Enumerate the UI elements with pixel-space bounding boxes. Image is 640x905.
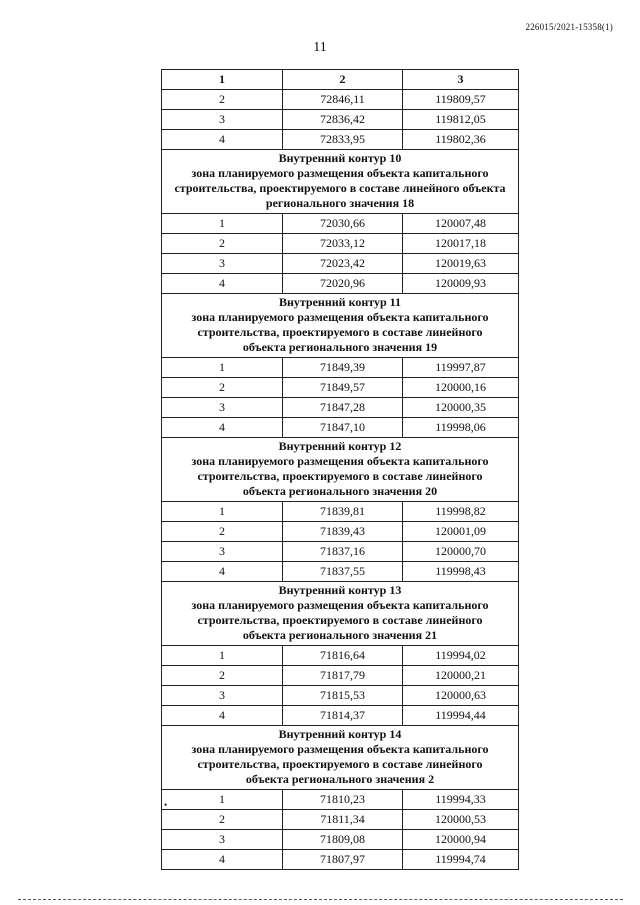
section-title <box>162 150 519 214</box>
contour-title: Внутренний контур 10 <box>278 151 402 165</box>
x-coordinate-cell: 71839,43 <box>283 522 403 542</box>
point-number-cell: 1 <box>162 646 283 666</box>
y-coordinate-cell: 119812,05 <box>403 110 519 130</box>
table-row <box>162 562 519 582</box>
y-coordinate-cell: 119994,74 <box>403 850 519 870</box>
table-row <box>162 686 519 706</box>
y-coordinate-cell: 119809,57 <box>403 90 519 110</box>
table-header-row <box>162 70 519 90</box>
zone-description-line: строительства, проектируемого в составе линейного объекта <box>174 181 506 195</box>
table-row <box>162 418 519 438</box>
section-title <box>162 582 519 646</box>
point-number-cell: 4 <box>162 274 283 294</box>
table-row <box>162 358 519 378</box>
y-coordinate-cell: 120000,94 <box>403 830 519 850</box>
zone-description-line: зона планируемого размещения объекта капитального <box>191 166 489 180</box>
point-number-cell: 2 <box>162 234 283 254</box>
zone-description-line: регионального значения 18 <box>265 196 415 210</box>
zone-description-line: объекта регионального значения 2 <box>245 772 435 786</box>
x-coordinate-cell: 72846,11 <box>283 90 403 110</box>
table-row <box>162 790 519 810</box>
zone-description-line: строительства, проектируемого в составе линейного <box>197 613 483 627</box>
x-coordinate-cell: 71811,34 <box>283 810 403 830</box>
y-coordinate-cell: 119994,33 <box>403 790 519 810</box>
table-row <box>162 666 519 686</box>
zone-description-line: объекта регионального значения 20 <box>242 484 438 498</box>
table-row <box>162 706 519 726</box>
zone-description-line: объекта регионального значения 21 <box>242 628 438 642</box>
x-coordinate-cell: 71839,81 <box>283 502 403 522</box>
y-coordinate-cell: 120017,18 <box>403 234 519 254</box>
point-number-cell: 2 <box>162 90 283 110</box>
table-row <box>162 254 519 274</box>
x-coordinate-cell: 71847,28 <box>283 398 403 418</box>
margin-bullet-mark: • <box>164 800 168 810</box>
table-row <box>162 502 519 522</box>
point-number-cell: 2 <box>162 810 283 830</box>
y-coordinate-cell: 119994,44 <box>403 706 519 726</box>
y-coordinate-cell: 119994,02 <box>403 646 519 666</box>
y-coordinate-cell: 120000,21 <box>403 666 519 686</box>
y-coordinate-cell: 120000,35 <box>403 398 519 418</box>
x-coordinate-cell: 72020,96 <box>283 274 403 294</box>
zone-description-line: зона планируемого размещения объекта капитального <box>191 598 489 612</box>
point-number-cell: 3 <box>162 830 283 850</box>
x-coordinate-cell: 72836,42 <box>283 110 403 130</box>
x-coordinate-cell: 72023,42 <box>283 254 403 274</box>
section-header-row <box>162 438 519 502</box>
y-coordinate-cell: 120000,16 <box>403 378 519 398</box>
point-number-cell: 1 <box>162 790 283 810</box>
contour-title: Внутренний контур 13 <box>278 583 402 597</box>
y-coordinate-cell: 120000,63 <box>403 686 519 706</box>
y-coordinate-cell: 120009,93 <box>403 274 519 294</box>
y-coordinate-cell: 120000,70 <box>403 542 519 562</box>
section-title <box>162 294 519 358</box>
y-coordinate-cell: 119997,87 <box>403 358 519 378</box>
table-row <box>162 234 519 254</box>
x-coordinate-cell: 72833,95 <box>283 130 403 150</box>
table-row <box>162 646 519 666</box>
point-number-cell: 2 <box>162 522 283 542</box>
column-header-x: 2 <box>283 70 403 90</box>
table-row <box>162 810 519 830</box>
table-row <box>162 110 519 130</box>
table-row <box>162 542 519 562</box>
x-coordinate-cell: 71809,08 <box>283 830 403 850</box>
y-coordinate-cell: 120007,48 <box>403 214 519 234</box>
column-header-y: 3 <box>403 70 519 90</box>
contour-title: Внутренний контур 11 <box>278 295 402 309</box>
y-coordinate-cell: 120000,53 <box>403 810 519 830</box>
section-title <box>162 726 519 790</box>
column-header-point: 1 <box>162 70 283 90</box>
zone-description-line: строительства, проектируемого в составе линейного <box>197 325 483 339</box>
x-coordinate-cell: 71814,37 <box>283 706 403 726</box>
y-coordinate-cell: 119998,06 <box>403 418 519 438</box>
x-coordinate-cell: 71810,23 <box>283 790 403 810</box>
table-row <box>162 90 519 110</box>
x-coordinate-cell: 71816,64 <box>283 646 403 666</box>
page-bottom-rule <box>18 899 623 900</box>
section-header-row <box>162 726 519 790</box>
x-coordinate-cell: 71849,39 <box>283 358 403 378</box>
point-number-cell: 3 <box>162 398 283 418</box>
point-number-cell: 3 <box>162 110 283 130</box>
zone-description-line: зона планируемого размещения объекта капитального <box>191 310 489 324</box>
zone-description-line: строительства, проектируемого в составе линейного <box>197 469 483 483</box>
point-number-cell: 3 <box>162 542 283 562</box>
x-coordinate-cell: 71817,79 <box>283 666 403 686</box>
table-body <box>162 90 519 870</box>
table-row <box>162 130 519 150</box>
table-row <box>162 830 519 850</box>
section-header-row <box>162 150 519 214</box>
zone-description-line: строительства, проектируемого в составе линейного <box>197 757 483 771</box>
x-coordinate-cell: 71815,53 <box>283 686 403 706</box>
x-coordinate-cell: 71807,97 <box>283 850 403 870</box>
point-number-cell: 3 <box>162 686 283 706</box>
point-number-cell: 4 <box>162 706 283 726</box>
zone-description-line: зона планируемого размещения объекта капитального <box>191 454 489 468</box>
point-number-cell: 1 <box>162 358 283 378</box>
x-coordinate-cell: 71837,16 <box>283 542 403 562</box>
point-number-cell: 4 <box>162 130 283 150</box>
contour-title: Внутренний контур 12 <box>278 439 402 453</box>
y-coordinate-cell: 120001,09 <box>403 522 519 542</box>
point-number-cell: 1 <box>162 502 283 522</box>
section-header-row <box>162 582 519 646</box>
table-row <box>162 378 519 398</box>
x-coordinate-cell: 72030,66 <box>283 214 403 234</box>
x-coordinate-cell: 71837,55 <box>283 562 403 582</box>
point-number-cell: 2 <box>162 378 283 398</box>
table-row <box>162 522 519 542</box>
coordinates-table <box>161 69 519 870</box>
table-row <box>162 850 519 870</box>
zone-description-line: объекта регионального значения 19 <box>242 340 438 354</box>
x-coordinate-cell: 71849,57 <box>283 378 403 398</box>
point-number-cell: 4 <box>162 562 283 582</box>
section-header-row <box>162 294 519 358</box>
x-coordinate-cell: 72033,12 <box>283 234 403 254</box>
contour-title: Внутренний контур 14 <box>278 727 402 741</box>
y-coordinate-cell: 119998,82 <box>403 502 519 522</box>
y-coordinate-cell: 119998,43 <box>403 562 519 582</box>
point-number-cell: 2 <box>162 666 283 686</box>
y-coordinate-cell: 119802,36 <box>403 130 519 150</box>
document-id: 226015/2021-15358(1) <box>525 22 613 32</box>
point-number-cell: 4 <box>162 418 283 438</box>
section-title <box>162 438 519 502</box>
page-number: 11 <box>313 40 327 55</box>
table-row <box>162 214 519 234</box>
x-coordinate-cell: 71847,10 <box>283 418 403 438</box>
zone-description-line: зона планируемого размещения объекта капитального <box>191 742 489 756</box>
point-number-cell: 4 <box>162 850 283 870</box>
table-row <box>162 274 519 294</box>
y-coordinate-cell: 120019,63 <box>403 254 519 274</box>
point-number-cell: 3 <box>162 254 283 274</box>
table-row <box>162 398 519 418</box>
point-number-cell: 1 <box>162 214 283 234</box>
